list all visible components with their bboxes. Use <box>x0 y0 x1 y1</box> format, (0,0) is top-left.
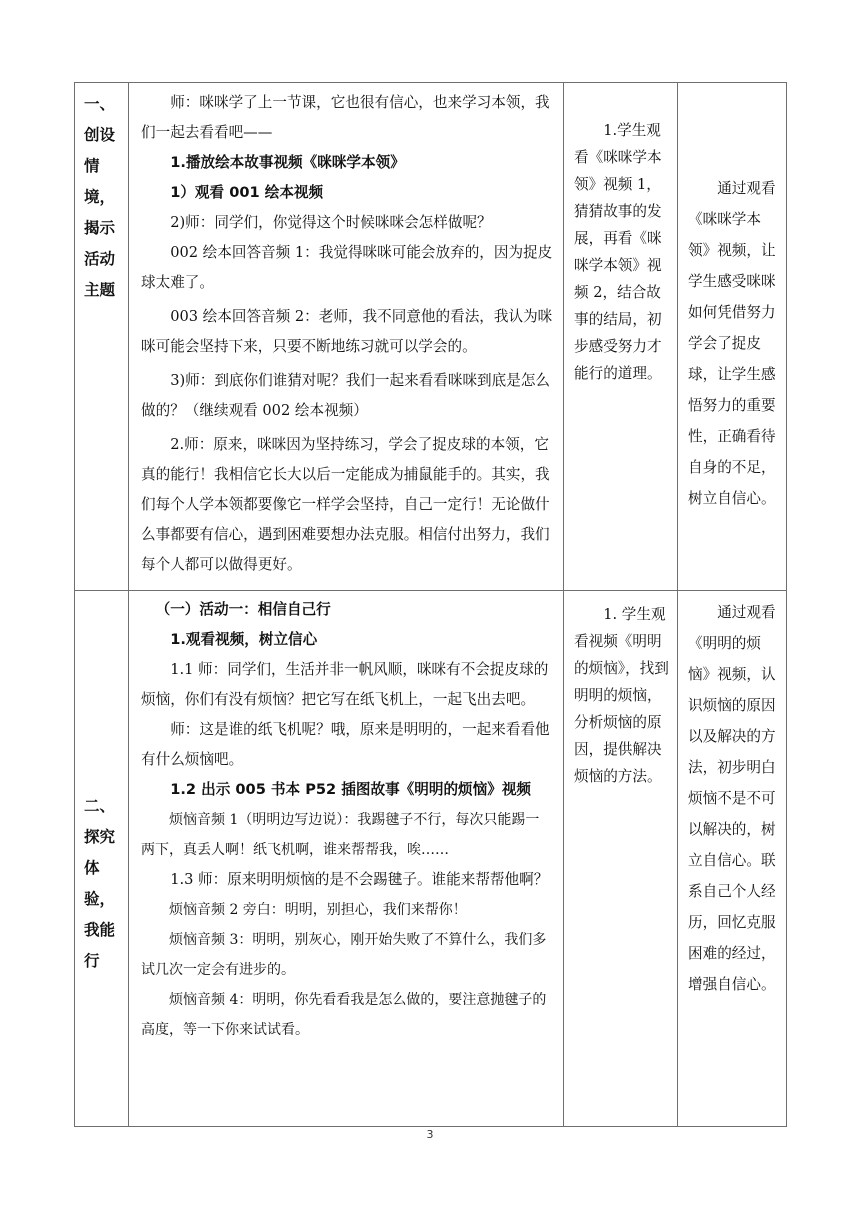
heading: 1.播放绘本故事视频《咪咪学本领》 <box>170 154 405 171</box>
paragraph: 1.1 师：同学们，生活并非一帆风顺，咪咪有不会捉皮球的烦恼，你们有没有烦恼？把它写在纸飞机上，一起飞出去吧。 <box>141 661 549 708</box>
paragraph: 师：咪咪学了上一节课，它也很有信心，也来学习本领，我们一起去看看吧—— <box>141 94 550 141</box>
heading: 1）观看 001 绘本视频 <box>170 184 324 201</box>
teacher-activity-cell <box>129 591 564 1127</box>
table-row <box>75 83 787 591</box>
paragraph: 003 绘本回答音频 2：老师，我不同意他的看法，我认为咪咪可能会坚持下来，只要不断地练习就可以学会的。 <box>141 308 553 355</box>
design-intent-cell: 通过观看《咪咪学本领》视频，让学生感受咪咪如何凭借努力学会了捉皮球，让学生感悟努力的重要性，正确看待自身的不足，树立自信心。 <box>678 83 787 591</box>
paragraph: 2.师：原来，咪咪因为坚持练习，学会了捉皮球的本领，它真的能行！我相信它长大以后一定能成为捕鼠能手的。其实，我们每个人学本领都要像它一样学会坚持，自己一定行！无论做什么事都要有信心，遇到困难要想办法克服。相信付出努力，我们每个人都可以做得更好。 <box>141 436 550 573</box>
teacher-activity-cell <box>129 83 564 591</box>
stage-label: 二、 探究 体 验， 我能 行 <box>84 797 116 970</box>
student-activity-cell: 1.学生观看《咪咪学本领》视频 1，猜猜故事的发展，再看《咪咪学本领》视频 2，结合故事的结局，初步感受努力才能行的道理。 <box>564 83 678 591</box>
paragraph: 师：这是谁的纸飞机呢？哦，原来是明明的，一起来看看他有什么烦恼吧。 <box>141 721 550 768</box>
lesson-plan-table <box>74 82 787 1127</box>
stage-label: 一、 创设 情 境， 揭示 活动 主题 <box>84 95 116 299</box>
design-intent-cell: 通过观看《明明的烦恼》视频，认识烦恼的原因以及解决的方法，初步明白烦恼不是不可以解决的，树立自信心。联系自己个人经历，回忆克服困难的经过，增强自信心。 <box>678 591 787 1127</box>
stage-cell <box>75 591 129 1127</box>
table-row <box>75 591 787 1127</box>
paragraph: 002 绘本回答音频 1：我觉得咪咪可能会放弃的，因为捉皮球太难了。 <box>141 244 553 291</box>
paragraph: 烦恼音频 3：明明，别灰心，刚开始失败了不算什么，我们多试几次一定会有进步的。 <box>141 932 547 978</box>
student-activity-cell: 1. 学生观看视频《明明的烦恼》，找到明明的烦恼，分析烦恼的原因，提供解决烦恼的方法。 <box>564 591 678 1127</box>
stage-cell <box>75 83 129 591</box>
paragraph: 1.3 师：原来明明烦恼的是不会踢毽子。谁能来帮帮他啊？ <box>170 871 549 888</box>
heading: 1.观看视频，树立信心 <box>170 631 318 648</box>
paragraph: 2)师：同学们，你觉得这个时候咪咪会怎样做呢？ <box>170 214 492 231</box>
paragraph: 烦恼音频 4：明明，你先看看我是怎么做的，要注意抛毽子的高度，等一下你来试试看。 <box>141 992 547 1038</box>
paragraph: 3)师：到底你们谁猜对呢？我们一起来看看咪咪到底是怎么做的？（继续观看 002 绘本视频） <box>141 372 551 419</box>
heading: （一）活动一：相信自己行 <box>155 601 331 618</box>
page-number: 3 <box>426 1128 434 1141</box>
heading: 1.2 出示 005 书本 P52 插图故事《明明的烦恼》视频 <box>170 781 532 798</box>
paragraph: 烦恼音频 1（明明边写边说）：我踢毽子不行，每次只能踢一两下，真丢人啊！纸飞机啊，谁来帮帮我，唉…… <box>141 812 540 858</box>
paragraph: 烦恼音频 2 旁白：明明，别担心，我们来帮你！ <box>169 902 467 918</box>
